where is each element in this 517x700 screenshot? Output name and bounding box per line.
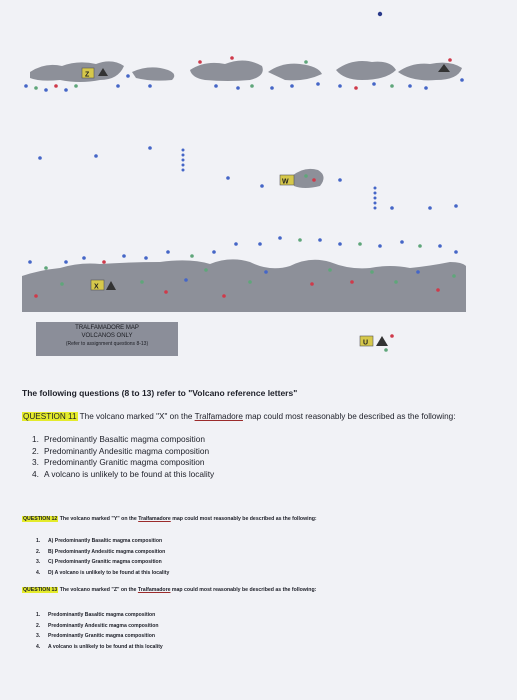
dot-column-1 (182, 149, 185, 172)
option: 1. A) Predominantly Basaltic magma composition (36, 538, 163, 544)
question-13-options (36, 610, 163, 652)
question-13-post: map could most reasonably be described as the following: (170, 587, 317, 593)
question-13-tag: QUESTION 13 (23, 587, 58, 593)
question-11-post: map could most reasonably be described as the following: (242, 412, 456, 421)
question-12-prompt (22, 516, 317, 522)
dot-column-2 (374, 187, 377, 210)
questions-intro: The following questions (8 to 13) refer to "Volcano reference letters" (22, 388, 298, 398)
option: 2. Predominantly Andesitic magma composition (32, 445, 210, 456)
question-11-pre: The volcano marked "X" on the (77, 412, 195, 421)
middle-dots (38, 146, 458, 210)
option: 3. Predominantly Granitic magma composition (32, 457, 205, 467)
option: 4. D) A volcano is unlikely to be found at this locality (36, 569, 170, 576)
legend-subtitle: VOLCANOS ONLY (81, 333, 133, 339)
w-letter: W (282, 178, 289, 186)
question-11-options (32, 434, 214, 480)
question-13-prompt (22, 587, 316, 593)
option: 4. A volcano is unlikely to be found at this locality (36, 643, 163, 650)
legend-title: TRALFAMADORE MAP (75, 325, 139, 331)
w-island (292, 169, 324, 188)
question-12-pre: The volcano marked "Y" on the (58, 516, 139, 522)
question-11-place: Tralfamadore (194, 412, 243, 421)
question-12-place: Tralfamadore (138, 516, 171, 522)
option: 3. Predominantly Granitic magma composition (36, 633, 155, 640)
map-legend (36, 322, 178, 356)
top-landmass-left (30, 61, 124, 82)
question-12-options (36, 536, 169, 578)
legend-note: (Refer to assignment questions 8-13) (65, 341, 149, 347)
option: 2. Predominantly Andesitic magma composition (36, 622, 159, 629)
z-letter: Z (85, 71, 90, 79)
x-letter: X (94, 283, 99, 291)
option: 1. Predominantly Basaltic magma composition (36, 612, 156, 618)
question-11-prompt (22, 412, 456, 421)
main-landmass (22, 259, 466, 312)
option: 4. A volcano is unlikely to be found at this locality (32, 468, 215, 479)
top-landmass-right-c (398, 63, 462, 81)
question-13-pre: The volcano marked "Z" on the (58, 587, 138, 593)
option: 2. B) Predominantly Andesitic magma composition (36, 548, 166, 555)
top-landmass-right-a (268, 64, 322, 81)
question-13-place: Tralfamadore (137, 587, 171, 593)
question-11-tag: QUESTION 11 (23, 412, 77, 421)
option: 1. Predominantly Basaltic magma composition (32, 434, 205, 444)
question-12-post: map could most reasonably be described as the following: (170, 516, 317, 522)
top-landmass-right-b (336, 61, 396, 80)
question-12-tag: QUESTION 12 (23, 516, 58, 522)
u-letter: U (363, 339, 369, 347)
top-landmass-mid-left (132, 67, 174, 80)
u-volcano (376, 336, 388, 346)
option: 3. C) Predominantly Granitic magma composition (36, 559, 162, 566)
